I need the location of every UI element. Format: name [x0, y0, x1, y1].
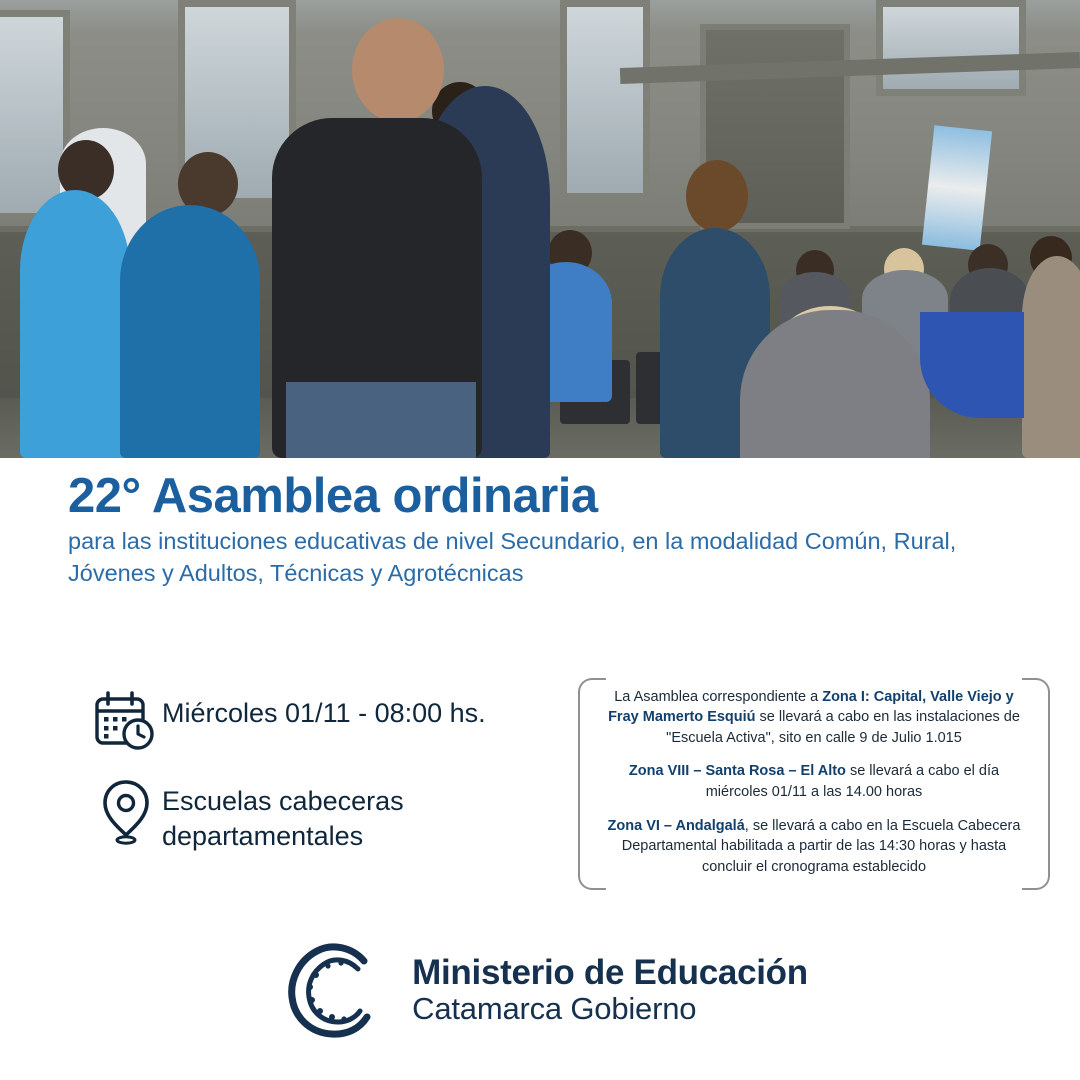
detail-location-text: Escuelas cabeceras departamentales	[162, 786, 404, 851]
speaker-jeans	[286, 382, 476, 458]
window	[560, 0, 650, 200]
detail-date-text: Miércoles 01/11 - 08:00 hs.	[162, 698, 486, 728]
bracket-right	[1022, 678, 1050, 890]
event-details	[90, 690, 560, 879]
footer-logo-block	[0, 935, 1080, 1045]
location-pin-icon	[90, 778, 162, 846]
catamarca-c-logo-icon	[272, 935, 392, 1045]
title-block	[0, 470, 1080, 589]
note-tail: , se llevará a cabo en la Escuela Cabecera Departamental habilitada a partir de las 14:30 horas y hasta concluir el cronograma establecido	[621, 817, 1021, 875]
note-zone-name: Zona I: Capital, Valle Viejo y Fray Mamerto Esquiú	[608, 688, 1014, 726]
page-subtitle: para las instituciones educativas de nivel Secundario, en la modalidad Común, Rural, Jóvenes y Adultos, Técnicas y Agrotécnicas	[68, 527, 957, 586]
note-zone-name: Zona VIII – Santa Rosa – El Alto	[628, 763, 846, 780]
person-figure	[120, 205, 260, 458]
note-paragraph	[604, 761, 1024, 802]
page-title: 22° Asamblea ordinaria	[68, 469, 598, 523]
person-head	[686, 160, 748, 232]
detail-date	[90, 690, 560, 752]
note-tail: se llevará a cabo el día miércoles 01/11 a las 14.00 horas	[705, 763, 1000, 800]
calendar-clock-icon	[90, 690, 162, 752]
note-zone-name: Zona VI – Andalgalá	[607, 817, 745, 834]
bracket-left	[578, 678, 606, 890]
note-paragraph	[604, 687, 1024, 749]
person-figure	[20, 190, 130, 458]
note-paragraph	[604, 816, 1024, 878]
person-figure	[1022, 256, 1080, 458]
logo-government: Catamarca Gobierno	[412, 990, 697, 1026]
logo-wordmark	[412, 954, 808, 1026]
speaker-head	[352, 18, 444, 122]
note-tail: se llevará a cabo en las instalaciones de "Escuela Activa", sito en calle 9 de Julio 1.015	[666, 709, 1020, 746]
logo-organization: Ministerio de Educación	[412, 953, 808, 993]
detail-location	[90, 778, 560, 853]
hero-photo	[0, 0, 1080, 458]
note-lead: La Asamblea correspondiente a	[614, 688, 823, 705]
zones-note-box	[578, 678, 1050, 886]
window	[876, 0, 1026, 96]
